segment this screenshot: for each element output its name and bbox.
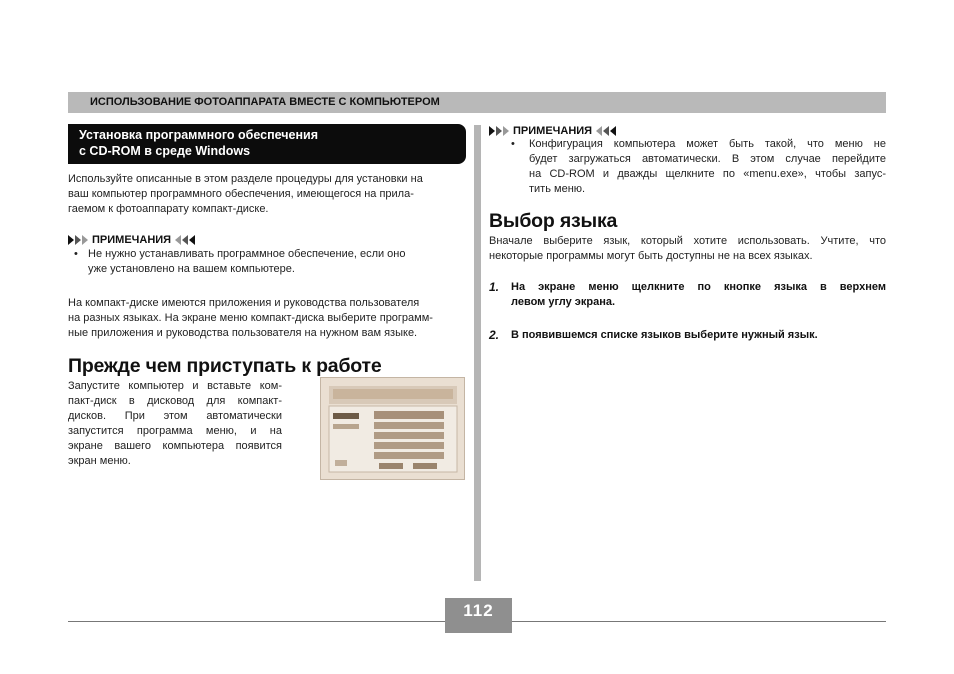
text-line: ваш компьютер программного обеспечения, имеющегося на прила-: [68, 188, 414, 200]
text-line: Вначале выберите язык, который хотите использовать. Учтите, что: [489, 235, 886, 247]
section-heading: Прежде чем приступать к работе: [68, 355, 382, 377]
text-line: тить меню.: [529, 183, 586, 195]
text-line: запустится программа меню, и на: [68, 425, 282, 437]
text-line: экране вашего компьютера появится: [68, 440, 282, 452]
triple-arrow-left-icon: [596, 126, 616, 136]
triple-arrow-left-icon: [175, 235, 195, 245]
text-line: уже установлено на вашем компьютере.: [88, 263, 295, 275]
bullet-icon: •: [511, 138, 515, 150]
intro-paragraph: [489, 234, 886, 264]
section-title-line: с CD-ROM в среде Windows: [79, 144, 251, 158]
step-line: левом углу экрана.: [511, 296, 616, 308]
text-line: Конфигурация компьютера может быть такой, что меню не: [529, 138, 886, 150]
right-column: [489, 124, 886, 343]
header-bar: [68, 92, 886, 113]
page-number: 112: [463, 601, 494, 620]
text-line: пакт-диск в дисковод для компакт-: [68, 395, 282, 407]
step-item: [489, 280, 886, 310]
triple-arrow-right-icon: [489, 126, 509, 136]
column-divider: [474, 125, 481, 581]
text-line: Запустите компьютер и вставьте ком-: [68, 380, 282, 392]
note-item: [68, 247, 466, 277]
section-heading: Выбор языка: [489, 210, 618, 232]
step-item: [489, 328, 886, 343]
notes-header: [489, 124, 886, 138]
text-line: ные приложения и руководства пользователя на нужном вам языке.: [68, 327, 418, 339]
text-line: будет загружаться автоматически. В этом случае перейдите: [529, 153, 886, 165]
start-paragraph: [68, 379, 282, 469]
page-number-box: [445, 598, 512, 633]
intro-paragraph: [68, 172, 466, 217]
step-line: В появившемся списке языков выберите нужный язык.: [511, 329, 818, 341]
text-line: экран меню.: [68, 455, 131, 467]
text-line: гаемом к фотоаппарату компакт-диске.: [68, 203, 269, 215]
triple-arrow-right-icon: [68, 235, 88, 245]
step-number: 2.: [489, 328, 500, 342]
notes-label: ПРИМЕЧАНИЯ: [92, 234, 172, 246]
text-line: Используйте описанные в этом разделе процедуры для установки на: [68, 173, 423, 185]
notes-header: [68, 233, 466, 247]
header-title: ИСПОЛЬЗОВАНИЕ ФОТОАППАРАТА ВМЕСТЕ С КОМПЬЮТЕРОМ: [90, 96, 440, 108]
bullet-icon: •: [74, 248, 78, 260]
text-line: дисков. При этом автоматически: [68, 410, 282, 422]
step-number: 1.: [489, 280, 500, 294]
text-line: На компакт-диске имеются приложения и руководства пользователя: [68, 297, 420, 309]
text-line: на CD-ROM и дважды щелкните по «menu.exe», чтобы запус-: [529, 168, 886, 180]
cd-info-paragraph: [68, 296, 466, 341]
text-line: на разных языках. На экране меню компакт-диска выберите программ-: [68, 312, 433, 324]
note-item: [489, 137, 886, 197]
cd-menu-screenshot: [320, 377, 465, 480]
notes-label: ПРИМЕЧАНИЯ: [513, 125, 593, 137]
text-line: Не нужно устанавливать программное обеспечение, если оно: [88, 248, 406, 260]
section-title-box: [68, 124, 466, 164]
text-line: некоторые программы могут быть доступны не на всех языках.: [489, 250, 813, 262]
step-line: На экране меню щелкните по кнопке языка в верхнем: [511, 281, 886, 293]
section-title-line: Установка программного обеспечения: [79, 128, 319, 142]
